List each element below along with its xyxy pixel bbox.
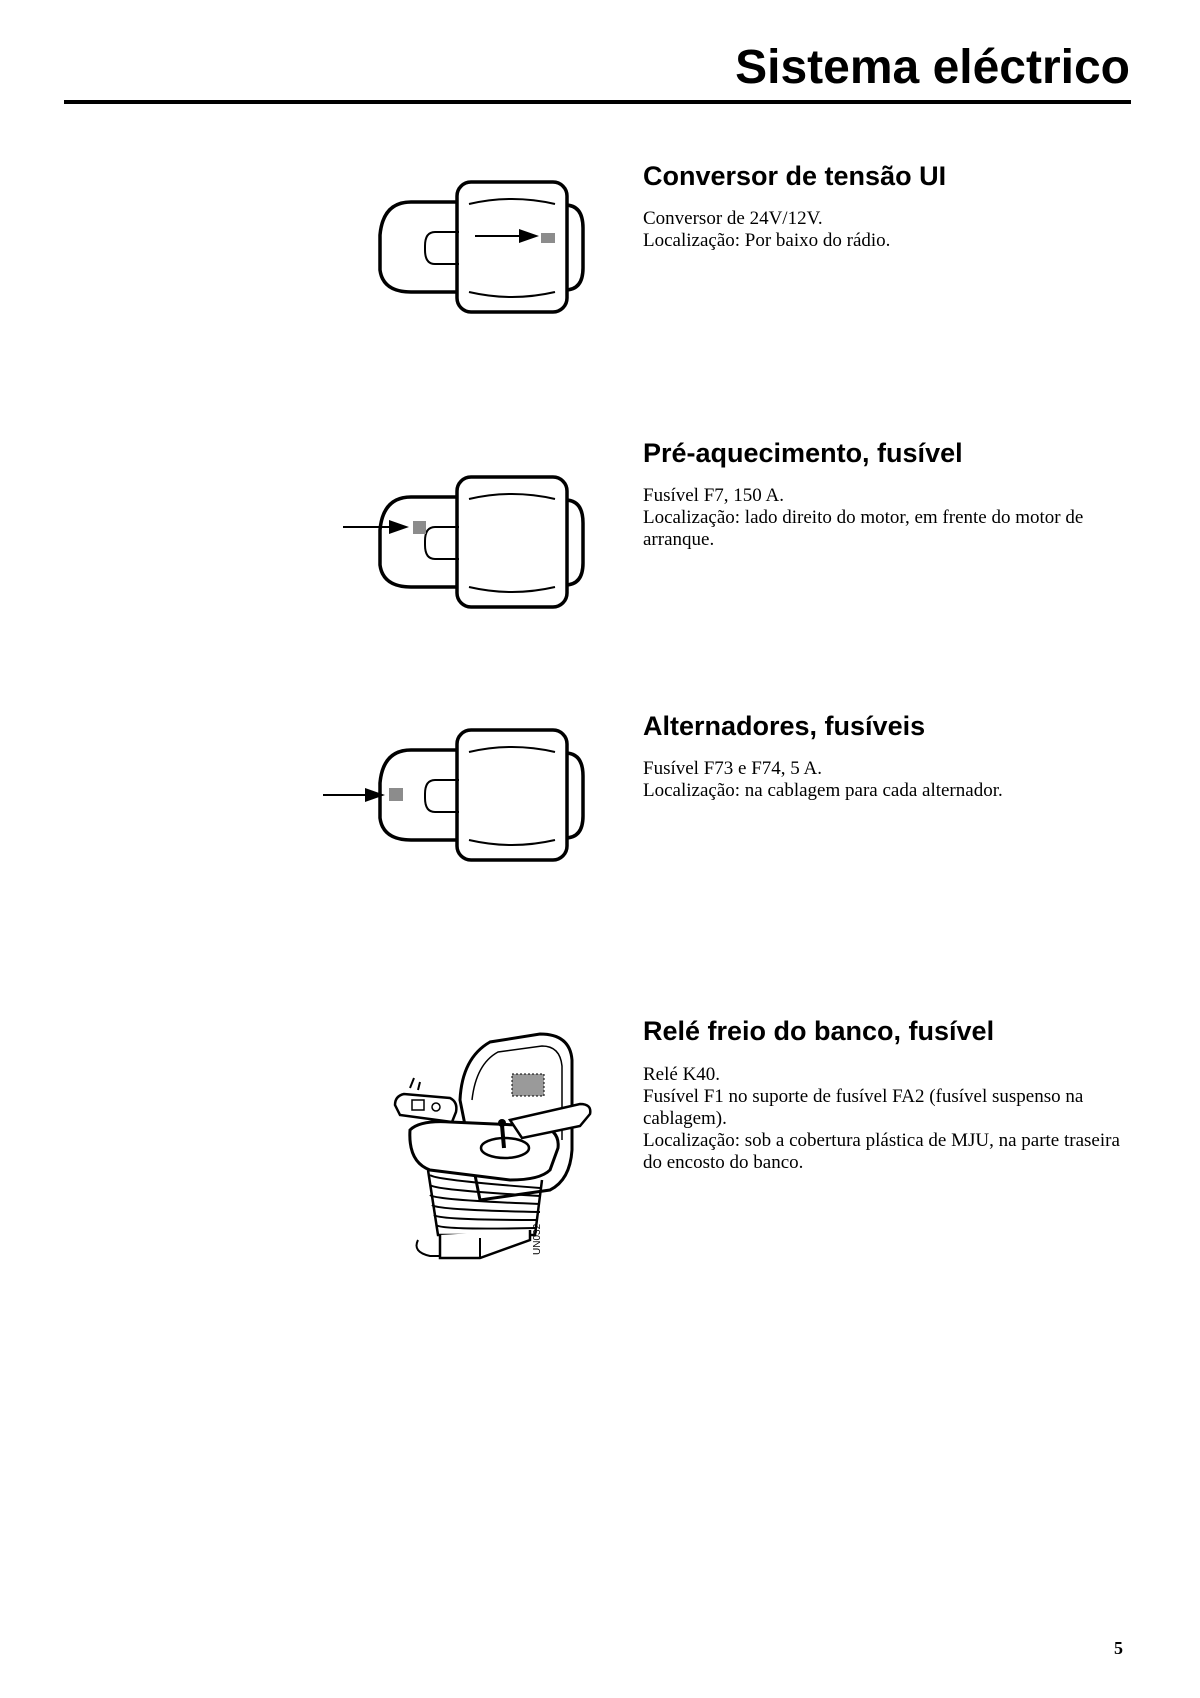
page-number: 5: [1114, 1638, 1123, 1658]
section-heading-voltage-converter: Conversor de tensão UI: [643, 161, 947, 191]
body-line: Localização: Por baixo do rádio.: [643, 230, 891, 251]
section-heading-preheat-fuse: Pré-aquecimento, fusível: [643, 438, 963, 468]
section-heading-alternator-fuses: Alternadores, fusíveis: [643, 711, 926, 741]
figure-preheat-fuse: [340, 475, 605, 615]
marker-square: [413, 521, 426, 534]
figure-code: UN032: [532, 1223, 543, 1255]
arrow-right-icon: [343, 520, 409, 534]
section-body-preheat-fuse: [643, 485, 1138, 551]
section-body-voltage-converter: [643, 208, 1138, 252]
body-line: Conversor de 24V/12V.: [643, 208, 823, 229]
marker-square: [541, 233, 555, 243]
body-line: Relé K40.: [643, 1064, 721, 1085]
body-line: Fusível F7, 150 A.: [643, 485, 784, 506]
figure-voltage-converter: [375, 180, 605, 320]
body-line: Fusível F1 no suporte de fusível FA2 (fusível suspenso na cablagem).: [643, 1086, 1084, 1129]
marker-square: [389, 788, 403, 801]
section-body-alternator-fuses: [643, 758, 1138, 802]
marker-patch: [512, 1074, 544, 1096]
body-line: Localização: lado direito do motor, em frente do motor de arranque.: [643, 507, 1084, 550]
body-line: Fusível F73 e F74, 5 A.: [643, 758, 822, 779]
page-title: Sistema eléctrico: [735, 41, 1130, 94]
arrow-right-icon: [323, 788, 385, 802]
body-line: Localização: sob a cobertura plástica de MJU, na parte traseira do encosto do banco.: [643, 1130, 1120, 1173]
body-line: Localização: na cablagem para cada alternador.: [643, 780, 1003, 801]
figure-alternator-fuses: [320, 728, 605, 868]
title-rule: [64, 100, 1131, 104]
figure-seat-brake-relay: [390, 1030, 605, 1260]
section-heading-seat-brake-relay: Relé freio do banco, fusível: [643, 1016, 995, 1046]
section-body-seat-brake-relay: [643, 1064, 1138, 1174]
